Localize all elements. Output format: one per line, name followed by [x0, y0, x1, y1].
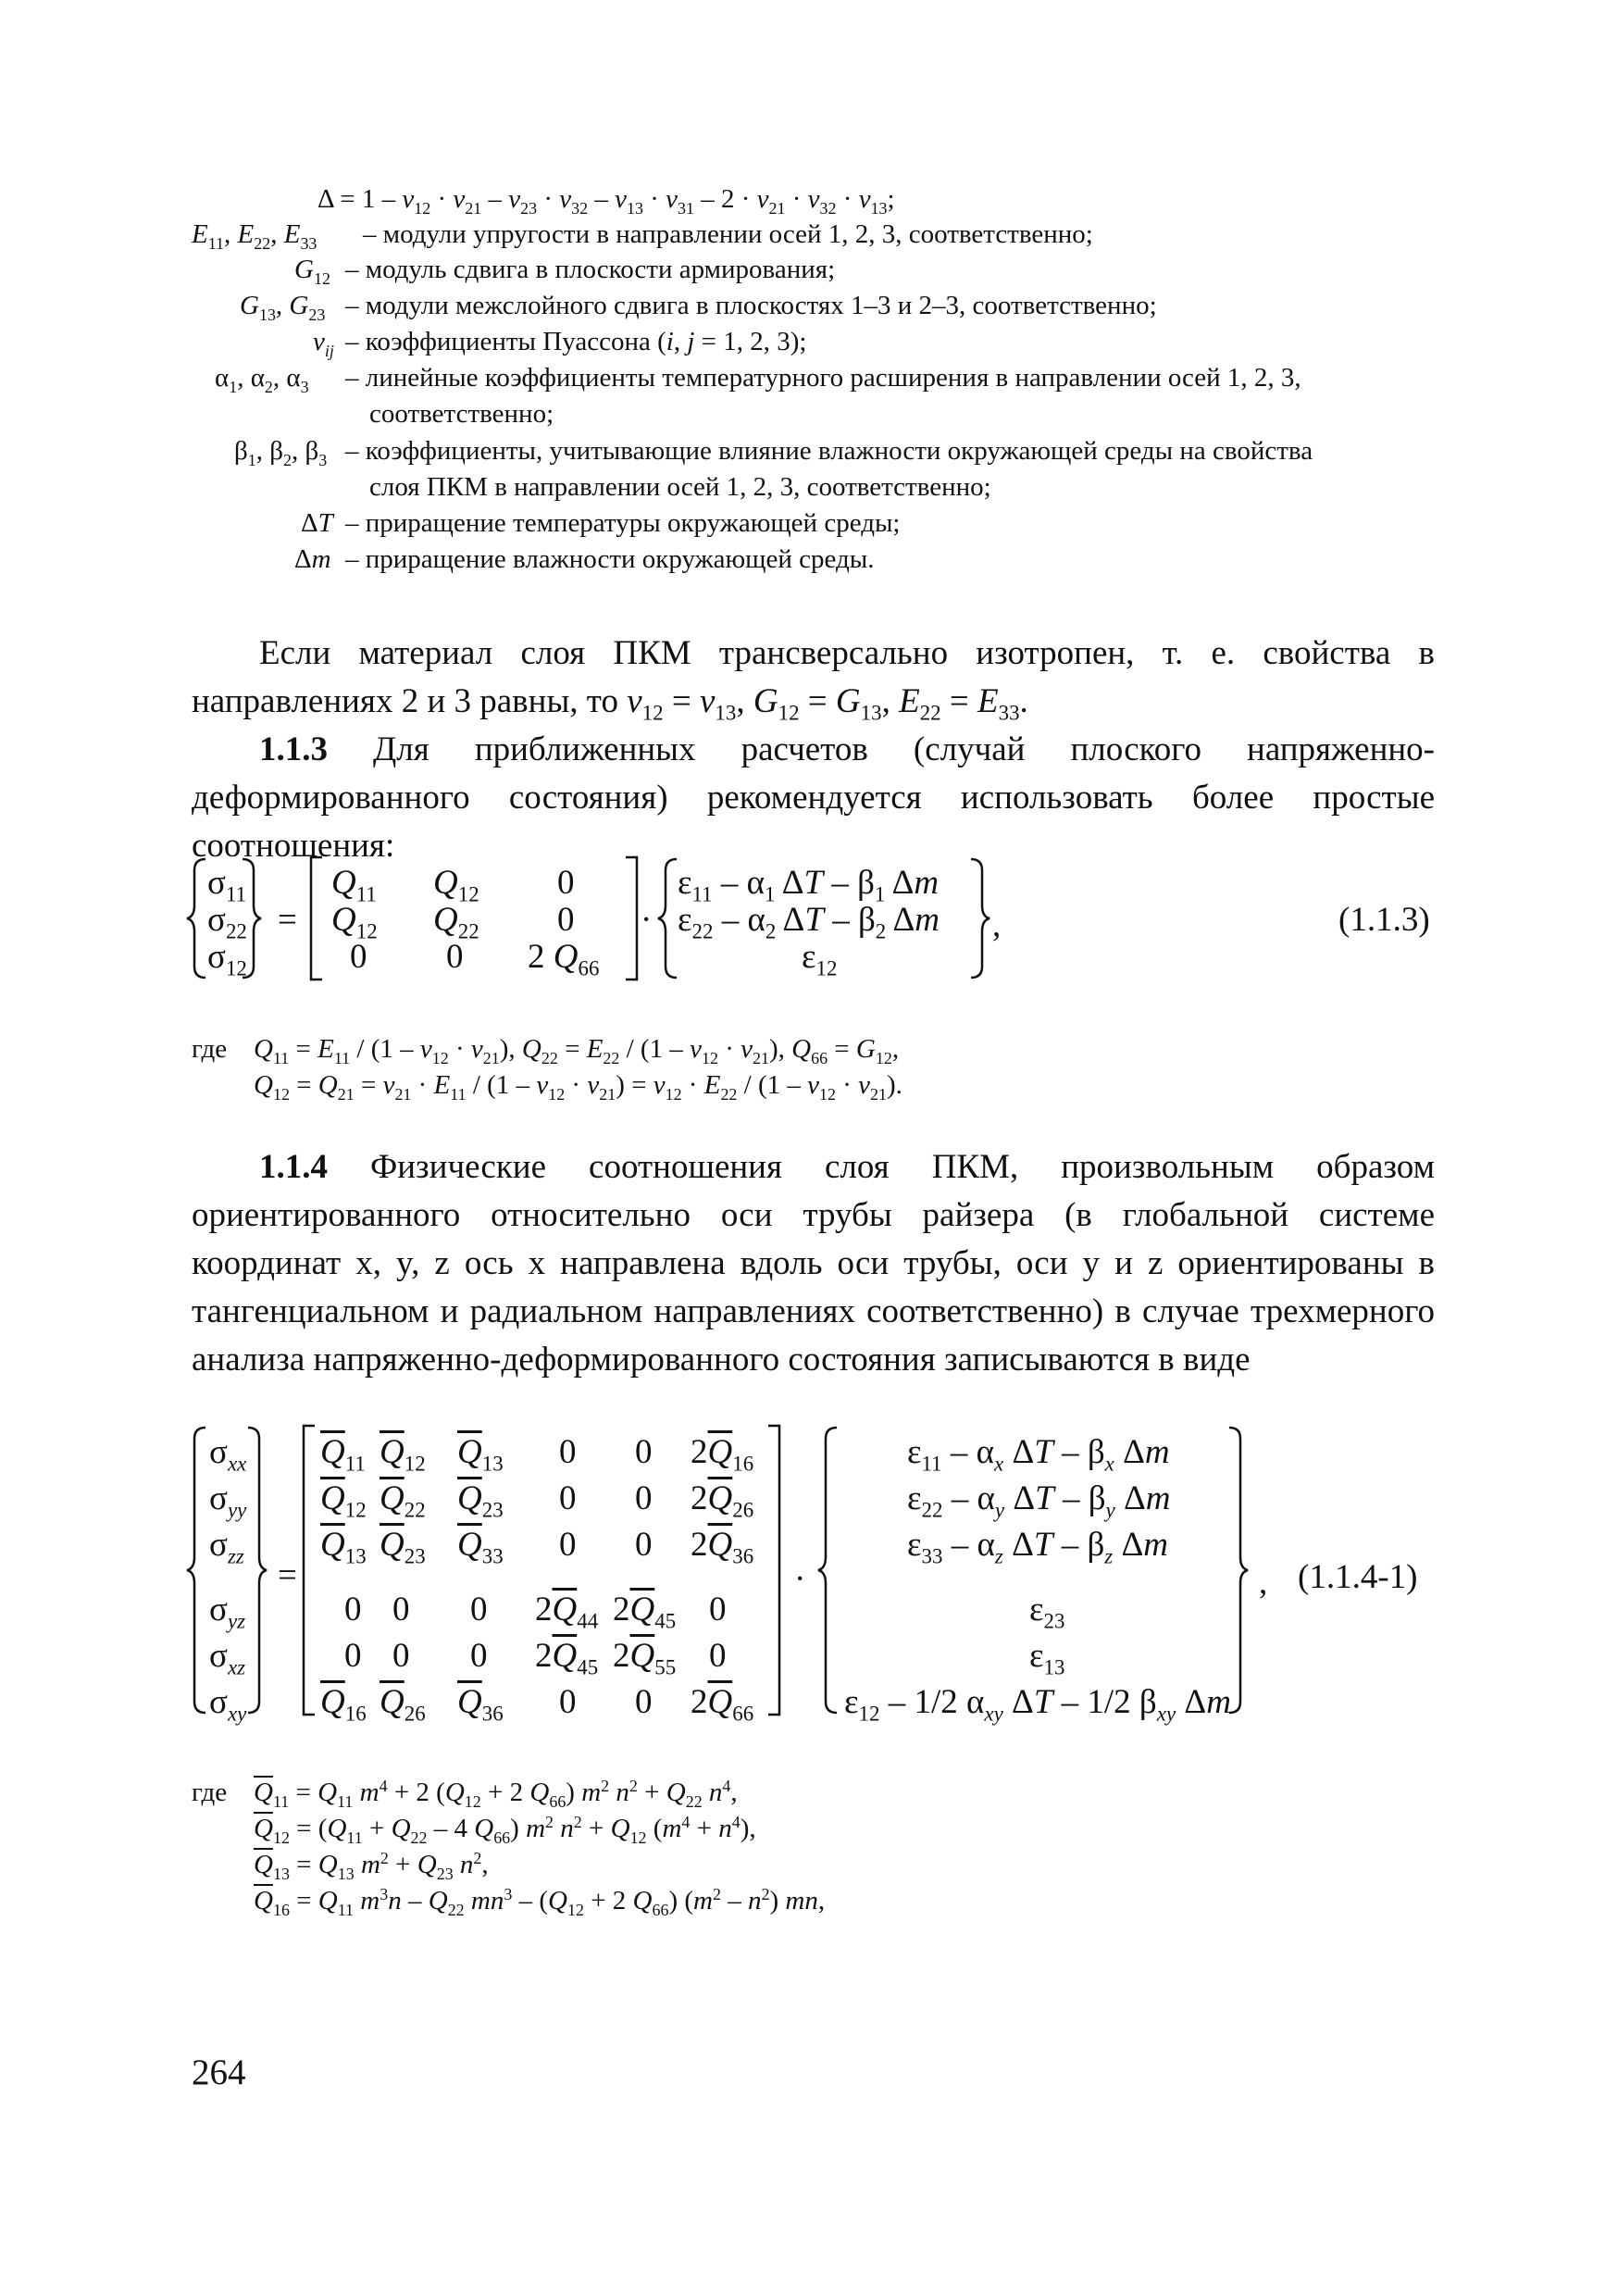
paragraph-transverse-isotropy: Если материал слоя ПКМ трансверсально изотропен, т. е. свойства в направлениях 2 и 3 равны, то $\nu_{12} = \nu_{13}$, $G_{12} = G_{13}$, $E_{22} = E_{33}$. — [192, 634, 1435, 725]
where-label: где — [192, 1778, 228, 1807]
q12: $Q_{12}$ — [433, 864, 479, 906]
nomenclature-beta-def: – коэффициенты, учитывающие влияние влажности окружающей среды на свойства — [345, 436, 1313, 466]
nomenclature-dt-sym: ΔT — [301, 508, 333, 538]
rhs-strain-33: $\varepsilon_{33} - \alpha_z$ ΔT – $\beta_z$ Δm — [907, 1526, 1168, 1568]
zero: 0 — [635, 1526, 653, 1564]
2qbar-45: $2\overline{Q}_{45}$ — [613, 1591, 677, 1633]
qbar-11: $\overline{Q}_{11}$ — [320, 1433, 366, 1476]
qbar-22: $\overline{Q}_{22}$ — [380, 1479, 426, 1522]
where-line-3: $\overline{Q}_{13} = Q_{13}$ $m^2 + Q_{23}$ $n^2$, — [254, 1849, 489, 1883]
dot-operator: · — [641, 901, 653, 939]
2qbar-44: $2\overline{Q}_{44}$ — [535, 1591, 599, 1633]
rhs-strain-12: $\varepsilon_{12} - 1/2$ $\alpha_{xy}$ ΔT – 1/2 $\beta_{xy}$ Δm — [844, 1683, 1231, 1726]
lhs-sigma-12: $\sigma_{12}$ — [207, 938, 247, 980]
section-number: 1.1.4 — [259, 1148, 328, 1186]
nomenclature-moduli-def: – модули упругости в направлении осей 1, 2, 3, соответственно; — [363, 219, 1093, 249]
lhs-sigma-11: $\sigma_{11}$ — [207, 864, 247, 906]
nomenclature-alpha-sym: $\alpha_1$, $\alpha_2$, $\alpha_3$ — [215, 363, 309, 396]
rhs-strain-13: $\varepsilon_{13}$ — [1029, 1637, 1065, 1679]
equation-label: (1.1.4-1) — [1298, 1558, 1418, 1596]
lhs-sigma-22: $\sigma_{22}$ — [207, 901, 247, 943]
zero: 0 — [559, 1433, 577, 1471]
dot-operator: · — [794, 1560, 806, 1598]
2qbar-36: $2\overline{Q}_{36}$ — [691, 1526, 754, 1568]
zero: 0 — [635, 1433, 653, 1471]
qbar-13: $\overline{Q}_{13}$ — [320, 1526, 367, 1568]
qbar-33: $\overline{Q}_{33}$ — [457, 1526, 504, 1568]
qbar-13: $\overline{Q}_{13}$ — [457, 1433, 504, 1476]
qbar-26: $\overline{Q}_{26}$ — [380, 1683, 426, 1726]
nomenclature-dt-def: – приращение температуры окружающей среды; — [345, 508, 901, 538]
nomenclature-g12-def: – модуль сдвига в плоскости армирования; — [345, 255, 836, 284]
2qbar-66: $2\overline{Q}_{66}$ — [691, 1683, 754, 1726]
zero: 0 — [559, 1479, 577, 1517]
qbar-12: $\overline{Q}_{12}$ — [320, 1479, 367, 1522]
zero: 0 — [559, 1683, 577, 1721]
equation-label: (1.1.3) — [1338, 901, 1430, 939]
nomenclature-beta-cont: слоя ПКМ в направлении осей 1, 2, 3, соответственно; — [369, 472, 991, 502]
zero: 0 — [446, 938, 464, 976]
where-line-4: $\overline{Q}_{16} = Q_{11}$ $m^3n - Q_{22}$ $mn^3 - (Q_{12} + 2$ $Q_{66}$) $(m^2 - n^2)$ mn, — [254, 1885, 826, 1919]
2qbar-45: $2\overline{Q}_{45}$ — [535, 1637, 599, 1679]
zero: 0 — [557, 901, 575, 939]
page-number: 264 — [192, 2053, 246, 2092]
paragraph-text: Физические соотношения слоя ПКМ, произвольным образом ориентированного относительно оси трубы райзера (в глобальной системе координат x, y, z ось x направлена вдоль оси трубы, оси y и z ориентированы в тангенциальном и радиальном направлениях соответственно) в случае трехмерного анализа напряженно-деформированного состояния записываются в виде — [192, 1148, 1435, 1379]
nomenclature-nu-def: – коэффициенты Пуассона (i, j = 1, 2, 3); — [345, 327, 807, 356]
where-line-2: $\overline{Q}_{12} = (Q_{11} + Q_{22} - 4$ $Q_{66}$) $m^2$ $n^2 + Q_{12}$ $(m^4 + n^4)$, — [254, 1813, 756, 1847]
lhs-sigma-yy: $\sigma_{yy}$ — [209, 1479, 247, 1522]
nomenclature-dm-def: – приращение влажности окружающей среды. — [345, 544, 875, 574]
zero: 0 — [470, 1637, 488, 1675]
2qbar-55: $2\overline{Q}_{55}$ — [613, 1637, 677, 1679]
lhs-sigma-zz: $\sigma_{zz}$ — [209, 1526, 244, 1568]
where-line-2: $Q_{12} = Q_{21} = \nu_{21} \cdot E_{11} / (1 - \nu_{12} \cdot \nu_{21}) = \nu_{12} \cdot E_{22} / (1 - \nu_{12} \cdot \nu_{21})$. — [254, 1070, 902, 1104]
equals-sign: = — [278, 1556, 297, 1594]
where-line-1: $Q_{11} = E_{11} / (1 - \nu_{12} \cdot \nu_{21})$, $Q_{22} = E_{22} / (1 - \nu_{12} \cdot \nu_{21})$, $Q_{66} = G_{12}$, — [254, 1034, 900, 1067]
nomenclature-alpha-cont: соответственно; — [369, 399, 554, 429]
nomenclature-g13-def: – модули межслойного сдвига в плоскостях 1–3 и 2–3, соответственно; — [345, 291, 1157, 320]
zero: 0 — [350, 938, 367, 976]
q11: $Q_{11}$ — [331, 864, 377, 906]
qbar-12: $\overline{Q}_{12}$ — [380, 1433, 426, 1476]
zero: 0 — [470, 1591, 488, 1628]
comma: , — [1259, 1564, 1268, 1602]
where-label: где — [192, 1034, 228, 1064]
qbar-16: $\overline{Q}_{16}$ — [320, 1683, 367, 1726]
q22: $Q_{22}$ — [433, 901, 479, 943]
where-line-1: $\overline{Q}_{11} = Q_{11}$ $m^4 + 2$ ($Q_{12} + 2$ $Q_{66}$) $m^2$ $n^2 + Q_{22}$ $n^4$, — [254, 1777, 738, 1811]
rhs-strain-22: $\varepsilon_{22} - \alpha_2$ ΔT – $\beta_2$ Δm — [678, 901, 940, 943]
2q66: 2 $Q_{66}$ — [528, 938, 600, 980]
lhs-sigma-xz: $\sigma_{xz}$ — [209, 1637, 246, 1679]
rhs-strain-11: $\varepsilon_{11} - \alpha_x$ ΔT – $\beta_x$ Δm — [907, 1433, 1170, 1476]
qbar-23: $\overline{Q}_{23}$ — [457, 1479, 504, 1522]
nomenclature-dm-sym: Δm — [294, 544, 331, 574]
paragraph-text: Если материал слоя ПКМ трансверсально изотропен, т. е. свойства в направлениях 2 и 3 равны, то — [192, 634, 1435, 720]
paragraph-1-1-4 — [192, 1143, 1435, 1384]
zero: 0 — [392, 1637, 410, 1675]
zero: 0 — [559, 1526, 577, 1564]
nomenclature-delta: $\Delta = 1 - \nu_{12} \cdot \nu_{21} - \nu_{23} \cdot \nu_{32} - \nu_{13} \cdot \nu_{31} - 2 \cdot \nu_{21} \cdot \nu_{32} \cdot \nu_{13}$; — [317, 184, 895, 218]
rhs-strain-11: $\varepsilon_{11} - \alpha_1$ ΔT – $\beta_1$ Δm — [678, 864, 940, 906]
rhs-strain-12: $\varepsilon_{12}$ — [802, 938, 838, 980]
2qbar-16: $2\overline{Q}_{16}$ — [691, 1433, 754, 1476]
zero: 0 — [709, 1637, 727, 1675]
nomenclature-g12-sym: $G_{12}$ — [294, 255, 330, 288]
nomenclature-nu-sym: $\nu_{ij}$ — [313, 327, 334, 360]
qbar-23: $\overline{Q}_{23}$ — [380, 1526, 426, 1568]
lhs-sigma-xy: $\sigma_{xy}$ — [209, 1683, 247, 1726]
zero: 0 — [344, 1637, 362, 1675]
nomenclature-alpha-def: – линейные коэффициенты температурного расширения в направлении осей 1, 2, 3, — [345, 363, 1301, 393]
zero: 0 — [557, 864, 575, 902]
paragraph-text: Для приближенных расчетов (случай плоского напряженно-деформированного состояния) рекомендуется использовать более простые соотношения: — [192, 730, 1435, 865]
section-number: 1.1.3 — [259, 730, 328, 768]
lhs-sigma-xx: $\sigma_{xx}$ — [209, 1433, 247, 1476]
2qbar-26: $2\overline{Q}_{26}$ — [691, 1479, 754, 1522]
zero: 0 — [709, 1591, 727, 1628]
zero: 0 — [635, 1683, 653, 1721]
nomenclature-moduli-sym: $E_{11}$, $E_{22}$, $E_{33}$ — [192, 219, 317, 253]
zero: 0 — [635, 1479, 653, 1517]
lhs-sigma-yz: $\sigma_{yz}$ — [209, 1591, 246, 1633]
nomenclature-beta-sym: $\beta_1$, $\beta_2$, $\beta_3$ — [234, 436, 328, 469]
nomenclature-g13-sym: $G_{13}$, $G_{23}$ — [240, 291, 326, 324]
qbar-36: $\overline{Q}_{36}$ — [457, 1683, 504, 1726]
q12: $Q_{12}$ — [331, 901, 378, 943]
paragraph-1-1-3 — [192, 726, 1435, 870]
equals-sign: = — [278, 901, 297, 939]
comma: , — [992, 906, 1002, 944]
rhs-strain-23: $\varepsilon_{23}$ — [1029, 1591, 1065, 1633]
zero: 0 — [344, 1591, 362, 1628]
zero: 0 — [392, 1591, 410, 1628]
rhs-strain-22: $\varepsilon_{22} - \alpha_y$ ΔT – $\beta_y$ Δm — [907, 1479, 1171, 1522]
